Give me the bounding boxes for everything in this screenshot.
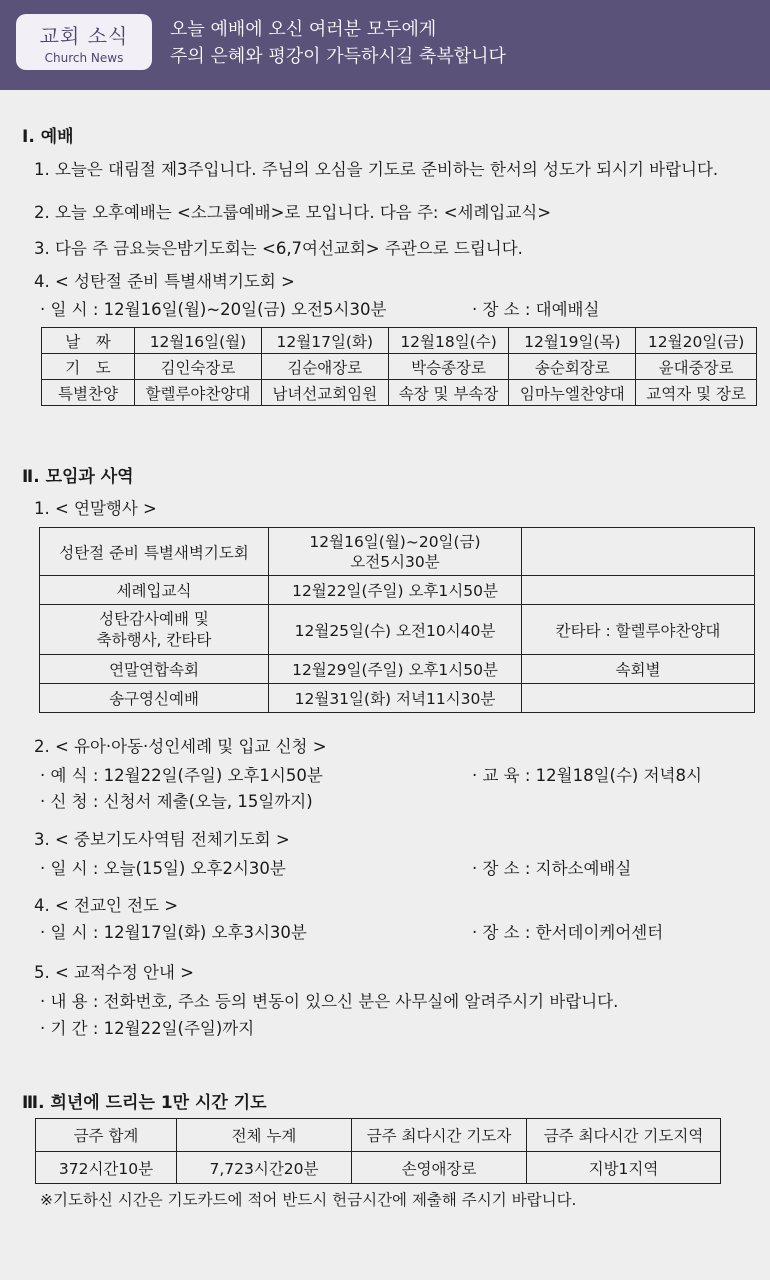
table-header: 금주 최다시간 기도자 xyxy=(352,1119,527,1152)
table-cell: 날 짜 xyxy=(42,328,135,354)
event-note: 속회별 xyxy=(522,655,755,684)
table-cell: 남녀선교회임원 xyxy=(261,380,388,406)
table-cell: 372시간10분 xyxy=(36,1152,177,1184)
table-cell: 지방1지역 xyxy=(527,1152,721,1184)
table-cell: 기 도 xyxy=(42,354,135,380)
event-name: 송구영신예배 xyxy=(40,684,269,713)
greeting xyxy=(170,16,506,70)
event-date-line: 12월16일(월)~20일(금) xyxy=(309,532,481,551)
table-cell: 12월19일(목) xyxy=(509,328,636,354)
table-cell: 김인숙장로 xyxy=(135,354,262,380)
table-row xyxy=(40,528,755,576)
table-cell: 12월17일(화) xyxy=(261,328,388,354)
table-row xyxy=(42,380,757,406)
gathering-item-4: 4. < 전교인 전도 > xyxy=(34,896,179,915)
header-banner xyxy=(0,0,770,90)
table-row xyxy=(40,655,755,684)
gathering-item-5-period: · 기 간 : 12월22일(주일)까지 xyxy=(40,1019,255,1038)
table-cell: 박승종장로 xyxy=(388,354,509,380)
table-cell: 김순애장로 xyxy=(261,354,388,380)
table-cell: 12월20일(금) xyxy=(636,328,757,354)
table-cell: 할렐루야찬양대 xyxy=(135,380,262,406)
section-worship-title: Ⅰ. 예배 xyxy=(22,127,74,147)
worship-item-4-place: · 장 소 : 대예배실 xyxy=(472,300,600,319)
table-row xyxy=(40,684,755,713)
event-note xyxy=(522,684,755,713)
table-row xyxy=(40,605,755,655)
greeting-line-2: 주의 은혜와 평강이 가득하시길 축복합니다 xyxy=(170,46,506,67)
section-gathering-title: Ⅱ. 모임과 사역 xyxy=(22,467,134,487)
event-note xyxy=(522,576,755,605)
table-row xyxy=(42,328,757,354)
gathering-item-1: 1. < 연말행사 > xyxy=(34,499,157,518)
table-row xyxy=(40,576,755,605)
event-date: 12월25일(수) 오전10시40분 xyxy=(269,605,522,655)
worship-item-4: 4. < 성탄절 준비 특별새벽기도회 > xyxy=(34,272,295,291)
table-header: 전체 누계 xyxy=(177,1119,352,1152)
table-cell: 12월18일(수) xyxy=(388,328,509,354)
badge-title-en: Church News xyxy=(44,51,124,65)
table-cell: 임마누엘찬양대 xyxy=(509,380,636,406)
worship-item-3: 3. 다음 주 금요늦은밤기도회는 <6,7여선교회> 주관으로 드립니다. xyxy=(34,239,523,258)
table-cell: 윤대중장로 xyxy=(636,354,757,380)
event-date: 12월29일(주일) 오후1시50분 xyxy=(269,655,522,684)
event-name: 연말연합속회 xyxy=(40,655,269,684)
event-name xyxy=(40,605,269,655)
prayer-note: ※기도하신 시간은 기도카드에 적어 반드시 헌금시간에 제출해 주시기 바랍니다. xyxy=(40,1191,577,1209)
event-note: 칸타타 : 할렐루야찬양대 xyxy=(522,605,755,655)
event-date: 12월31일(화) 저녁11시30분 xyxy=(269,684,522,713)
gathering-item-3: 3. < 중보기도사역팀 전체기도회 > xyxy=(34,830,290,849)
gathering-item-4-place: · 장 소 : 한서데이케어센터 xyxy=(472,923,664,942)
table-row xyxy=(42,354,757,380)
table-row xyxy=(36,1119,721,1152)
section-prayer-title: Ⅲ. 희년에 드리는 1만 시간 기도 xyxy=(22,1093,267,1113)
event-date xyxy=(269,528,522,576)
table-header: 금주 합계 xyxy=(36,1119,177,1152)
gathering-item-3-place: · 장 소 : 지하소예배실 xyxy=(472,859,632,878)
table-cell: 특별찬양 xyxy=(42,380,135,406)
gathering-item-3-time: · 일 시 : 오늘(15일) 오후2시30분 xyxy=(40,859,286,878)
table-cell: 송순회장로 xyxy=(509,354,636,380)
worship-item-2: 2. 오늘 오후예배는 <소그룹예배>로 모입니다. 다음 주: <세례입교식> xyxy=(34,203,552,222)
event-date-line: 오전5시30분 xyxy=(350,552,440,571)
table-cell: 손영애장로 xyxy=(352,1152,527,1184)
gathering-item-5: 5. < 교적수정 안내 > xyxy=(34,963,195,982)
year-end-events-table xyxy=(39,527,755,713)
event-name: 세례입교식 xyxy=(40,576,269,605)
church-news-badge xyxy=(16,14,152,70)
greeting-line-1: 오늘 예배에 오신 여러분 모두에게 xyxy=(170,19,437,40)
dawn-prayer-table xyxy=(41,327,757,406)
table-row xyxy=(36,1152,721,1184)
event-name-line: 성탄감사예배 및 xyxy=(99,609,209,628)
badge-title-ko: 교회 소식 xyxy=(39,24,129,48)
gathering-item-5-content: · 내 용 : 전화번호, 주소 등의 변동이 있으신 분은 사무실에 알려주시기 바랍니다. xyxy=(40,992,619,1011)
prayer-hours-table xyxy=(35,1118,721,1184)
worship-item-4-time: · 일 시 : 12월16일(월)~20일(금) 오전5시30분 xyxy=(40,300,387,319)
event-name: 성탄절 준비 특별새벽기도회 xyxy=(40,528,269,576)
gathering-item-4-time: · 일 시 : 12월17일(화) 오후3시30분 xyxy=(40,923,307,942)
table-cell: 속장 및 부속장 xyxy=(388,380,509,406)
table-cell: 교역자 및 장로 xyxy=(636,380,757,406)
table-header: 금주 최다시간 기도지역 xyxy=(527,1119,721,1152)
table-cell: 12월16일(월) xyxy=(135,328,262,354)
gathering-item-2-education: · 교 육 : 12월18일(수) 저녁8시 xyxy=(472,766,702,785)
event-note xyxy=(522,528,755,576)
table-cell: 7,723시간20분 xyxy=(177,1152,352,1184)
worship-item-1: 1. 오늘은 대림절 제3주입니다. 주님의 오심을 기도로 준비하는 한서의 성도가 되시기 바랍니다. xyxy=(34,160,719,179)
event-name-line: 축하행사, 칸타타 xyxy=(96,630,212,649)
event-date: 12월22일(주일) 오후1시50분 xyxy=(269,576,522,605)
gathering-item-2-ceremony: · 예 식 : 12월22일(주일) 오후1시50분 xyxy=(40,766,323,785)
gathering-item-2: 2. < 유아·아동·성인세례 및 입교 신청 > xyxy=(34,737,327,756)
gathering-item-2-apply: · 신 청 : 신청서 제출(오늘, 15일까지) xyxy=(40,792,313,811)
